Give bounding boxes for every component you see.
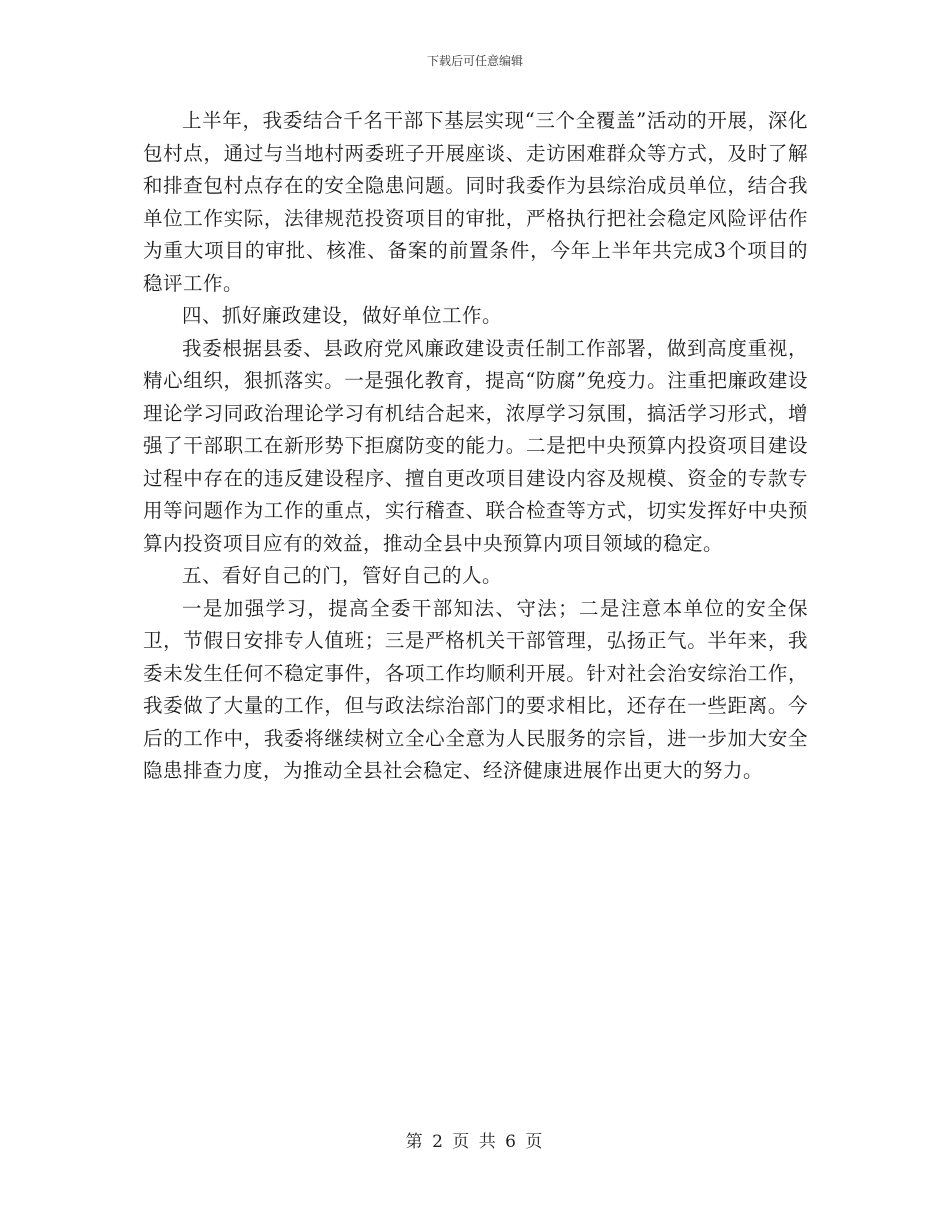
page-number-footer: 第 2 页 共 6 页	[405, 1132, 545, 1152]
paragraph-management-summary: 一是加强学习，提高全委干部知法、守法；二是注意本单位的安全保卫，节假日安排专人值班；三是严格机关干部管理，弘扬正气。半年来，我委未发生任何不稳定事件，各项工作均顺利开展。针对社会治安综治工作，我委做了大量的工作，但与政法综治部门的要求相比，还存在一些距离。今后的工作中，我委将继续树立全心全意为人民服务的宗旨，进一步加大安全隐患排查力度，为推动全县社会稳定、经济健康进展作出更大的努力。	[143, 596, 808, 782]
paragraph-stability-review: 上半年，我委结合千名干部下基层实现“三个全覆盖”活动的开展，深化包村点，通过与当地村两委班子开展座谈、走访困难群众等方式，及时了解和排查包村点存在的安全隐患问题。同时我委作为县综治成员单位，结合我单位工作实际，法律规范投资项目的审批，严格执行把社会稳定风险评估作为重大项目的审批、核准、备案的前置条件，今年上半年共完成3个项目的稳评工作。	[143, 109, 808, 295]
section-heading-management: 五、看好自己的门，管好自己的人。	[182, 564, 503, 587]
page-header: 下载后可任意编辑	[426, 54, 523, 68]
section-heading-integrity: 四、抓好廉政建设，做好单位工作。	[182, 304, 503, 327]
document-body	[143, 105, 808, 788]
paragraph-integrity-building: 我委根据县委、县政府党风廉政建设责任制工作部署，做到高度重视，精心组织，狠抓落实。一是强化教育，提高“防腐”免疫力。注重把廉政建设理论学习同政治理论学习有机结合起来，浓厚学习氛围，搞活学习形式，增强了干部职工在新形势下拒腐防变的能力。二是把中央预算内投资项目建设过程中存在的违反建设程序、擅自更改项目建设内容及规模、资金的专款专用等问题作为工作的重点，实行稽查、联合检查等方式，切实发挥好中央预算内投资项目应有的效益，推动全县中央预算内项目领域的稳定。	[143, 336, 808, 555]
